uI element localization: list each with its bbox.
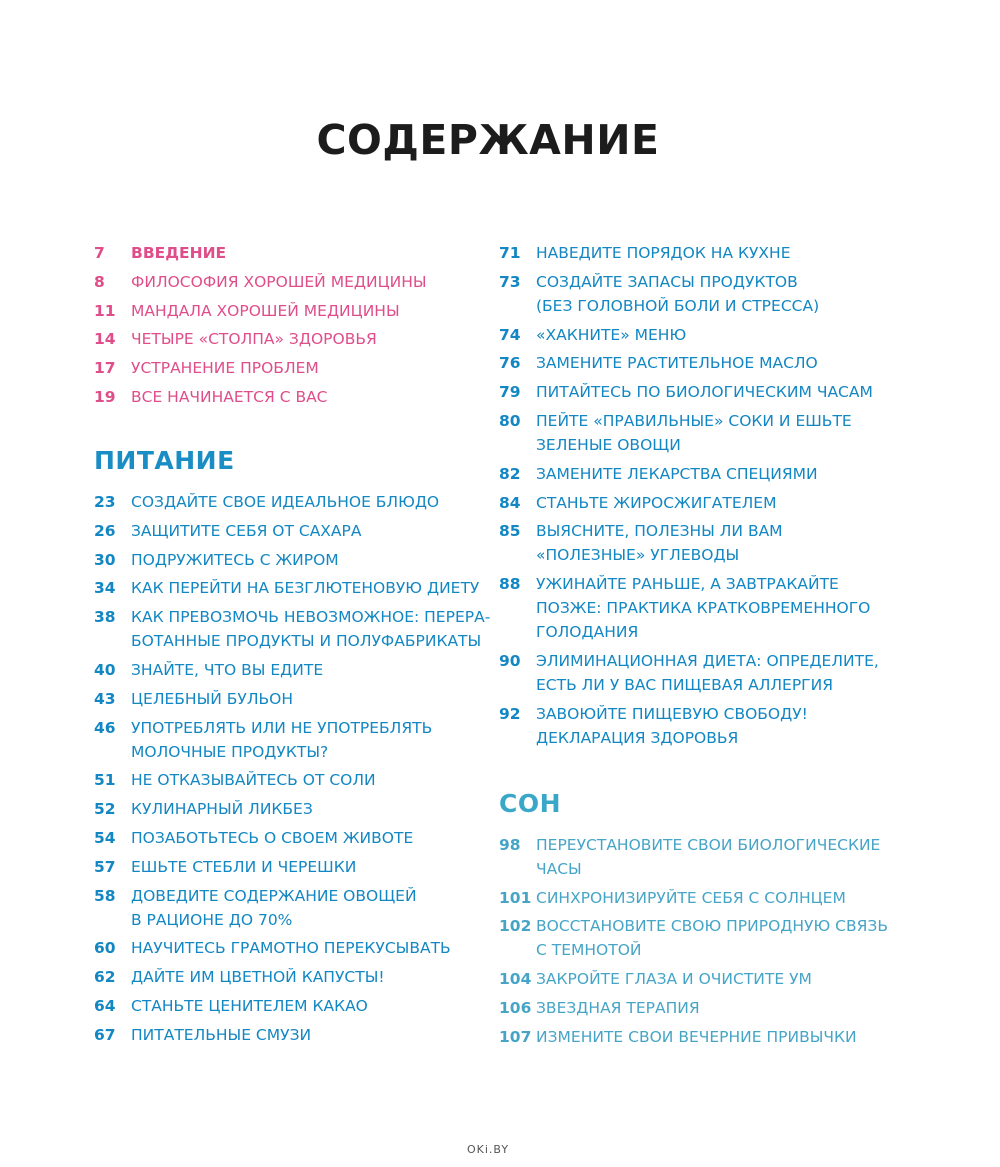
section-heading-nutrition: ПИТАНИЕ [94,445,235,475]
page-number: 64 [94,996,116,1015]
toc-entry[interactable] [499,833,919,881]
page-number: 88 [499,575,521,594]
entry-title: НАВЕДИТЕ ПОРЯДОК НА КУХНЕ [536,244,791,262]
page-number: 57 [94,857,116,876]
section-heading-sleep: СОН [499,788,562,818]
entry-title: ПИТАТЕЛЬНЫЕ СМУЗИ [131,1025,312,1044]
page-number: 51 [94,771,116,790]
page-number: 11 [94,301,116,320]
entry-title: ЗАЩИТИТЕ СЕБЯ ОТ САХАРА [131,521,362,540]
entry-title: ЧЕТЫРЕ «СТОЛПА» ЗДОРОВЬЯ [131,330,377,349]
toc-entry[interactable] [94,965,494,989]
page-title: СОДЕРЖАНИЕ [316,116,660,164]
toc-entry[interactable] [94,519,494,543]
page-number: 26 [94,521,116,540]
toc-entry[interactable] [94,936,494,960]
toc-entry[interactable] [94,797,494,821]
page-number: 34 [94,579,116,598]
page-number: 19 [94,387,116,406]
toc-entry[interactable] [499,241,919,265]
toc-entry[interactable] [94,327,494,351]
toc-entry[interactable] [499,996,919,1020]
toc-entry[interactable] [94,884,494,932]
toc-entry[interactable] [499,491,919,515]
entry-title: ВЫЯСНИТЕ, ПОЛЕЗНЫ ЛИ ВАМ «ПОЛЕЗНЫЕ» УГЛЕВОДЫ [536,522,783,565]
page-number: 30 [94,550,116,569]
toc-entry[interactable] [94,356,494,380]
entry-title: УСТРАНЕНИЕ ПРОБЛЕМ [131,359,319,378]
entry-title: ЗАМЕНИТЕ ЛЕКАРСТВА СПЕЦИЯМИ [536,464,818,483]
toc-entry[interactable] [499,967,919,991]
page-number: 90 [499,651,521,670]
entry-title: ЗАКРОЙТЕ ГЛАЗА И ОЧИСТИТЕ УМ [536,970,812,989]
toc-entry[interactable] [94,716,494,764]
entry-title: ВВЕДЕНИЕ [131,244,227,262]
toc-entry[interactable] [94,1023,494,1047]
entry-title: ЦЕЛЕБНЫЙ БУЛЬОН [131,689,293,708]
entry-title: СИНХРОНИЗИРУЙТЕ СЕБЯ С СОЛНЦЕМ [536,888,846,907]
toc-entry[interactable] [94,299,494,323]
page-number: 8 [94,272,105,291]
toc-entry[interactable] [94,605,494,653]
toc-entry[interactable] [94,855,494,879]
entry-title: ПОЗАБОТЬТЕСЬ О СВОЕМ ЖИВОТЕ [131,828,414,847]
entry-title: ВОССТАНОВИТЕ СВОЮ ПРИРОДНУЮ СВЯЗЬ С ТЕМНОТОЙ [536,917,888,960]
page-number: 76 [499,354,521,373]
entry-title: «ХАКНИТЕ» МЕНЮ [536,325,687,344]
toc-entry[interactable] [499,351,919,375]
page-number: 92 [499,704,521,723]
entry-title: СТАНЬТЕ ЦЕНИТЕЛЕМ КАКАО [131,996,368,1015]
entry-title: МАНДАЛА ХОРОШЕЙ МЕДИЦИНЫ [131,301,400,320]
page-number: 106 [499,998,532,1017]
toc-entry[interactable] [499,462,919,486]
page-number: 58 [94,886,116,905]
page-number: 54 [94,828,116,847]
entry-title: ПЕЙТЕ «ПРАВИЛЬНЫЕ» СОКИ И ЕШЬТЕ ЗЕЛЕНЫЕ ОВОЩИ [536,411,852,454]
toc-entry[interactable] [94,768,494,792]
page-number: 40 [94,660,116,679]
entry-title: СОЗДАЙТЕ СВОЕ ИДЕАЛЬНОЕ БЛЮДО [131,492,440,511]
toc-entry[interactable] [499,270,919,318]
toc-entry[interactable] [94,826,494,850]
entry-title: ЗНАЙТЕ, ЧТО ВЫ ЕДИТЕ [131,660,324,679]
page-number: 17 [94,359,116,378]
toc-entry[interactable] [499,409,919,457]
entry-title: ЭЛИМИНАЦИОННАЯ ДИЕТА: ОПРЕДЕЛИТЕ, ЕСТЬ ЛИ У ВАС ПИЩЕВАЯ АЛЛЕРГИЯ [536,651,879,694]
toc-entry[interactable] [499,702,919,750]
entry-title: ПОДРУЖИТЕСЬ С ЖИРОМ [131,550,339,569]
toc-right-column [499,241,919,1054]
page-number: 46 [94,718,116,737]
entry-title: ФИЛОСОФИЯ ХОРОШЕЙ МЕДИЦИНЫ [131,272,427,291]
page-number: 60 [94,939,116,958]
toc-entry[interactable] [499,323,919,347]
entry-title: ДОВЕДИТЕ СОДЕРЖАНИЕ ОВОЩЕЙ В РАЦИОНЕ ДО 70% [131,886,417,929]
toc-entry[interactable] [94,658,494,682]
page-number: 104 [499,970,532,989]
page-number: 101 [499,888,532,907]
page-number: 74 [499,325,521,344]
page-number: 67 [94,1025,116,1044]
toc-entry[interactable] [499,519,919,567]
toc-entry[interactable] [94,994,494,1018]
page-number: 71 [499,244,521,262]
page-number: 52 [94,800,116,819]
entry-title: КУЛИНАРНЫЙ ЛИКБЕЗ [131,800,313,819]
intro-list [94,241,494,409]
page-number: 43 [94,689,116,708]
watermark: OKi.BY [466,1143,510,1156]
toc-entry[interactable] [499,1025,919,1049]
toc-entry[interactable] [499,649,919,697]
nutrition-list-right [499,241,919,750]
toc-entry[interactable] [499,914,919,962]
entry-title: ЗВЕЗДНАЯ ТЕРАПИЯ [536,998,700,1017]
toc-entry[interactable] [499,886,919,910]
page-number: 23 [94,492,116,511]
page-number: 98 [499,835,521,854]
page-number: 73 [499,272,521,291]
entry-title: КАК ПРЕВОЗМОЧЬ НЕВОЗМОЖНОЕ: ПЕРЕРА- БОТАННЫЕ ПРОДУКТЫ И ПОЛУФАБРИКАТЫ [131,608,491,651]
entry-title: ЗАМЕНИТЕ РАСТИТЕЛЬНОЕ МАСЛО [536,354,818,373]
page-number: 62 [94,968,116,987]
toc-left-column [94,241,494,1052]
entry-title: ЕШЬТЕ СТЕБЛИ И ЧЕРЕШКИ [131,857,357,876]
page-number: 14 [94,330,116,349]
toc-entry[interactable] [94,548,494,572]
entry-title: УЖИНАЙТЕ РАНЬШЕ, А ЗАВТРАКАЙТЕ ПОЗЖЕ: ПРАКТИКА КРАТКОВРЕМЕННОГО ГОЛОДАНИЯ [536,575,871,642]
entry-title: ВСЕ НАЧИНАЕТСЯ С ВАС [131,387,328,406]
sleep-list [499,833,919,1049]
page-number: 107 [499,1027,532,1046]
page-number: 7 [94,244,105,262]
entry-title: НАУЧИТЕСЬ ГРАМОТНО ПЕРЕКУСЫВАТЬ [131,939,451,958]
page-number: 79 [499,383,521,402]
entry-title: КАК ПЕРЕЙТИ НА БЕЗГЛЮТЕНОВУЮ ДИЕТУ [131,579,480,598]
entry-title: СОЗДАЙТЕ ЗАПАСЫ ПРОДУКТОВ (БЕЗ ГОЛОВНОЙ БОЛИ И СТРЕССА) [536,272,820,315]
page-number: 85 [499,522,521,541]
toc-entry[interactable] [94,241,494,265]
entry-title: ИЗМЕНИТЕ СВОИ ВЕЧЕРНИЕ ПРИВЫЧКИ [536,1027,857,1046]
toc-entry[interactable] [94,385,494,409]
page-number: 84 [499,493,521,512]
entry-title: СТАНЬТЕ ЖИРОСЖИГАТЕЛЕМ [536,493,777,512]
toc-entry[interactable] [94,687,494,711]
page-number: 82 [499,464,521,483]
entry-title: ДАЙТЕ ИМ ЦВЕТНОЙ КАПУСТЫ! [131,968,385,987]
entry-title: УПОТРЕБЛЯТЬ ИЛИ НЕ УПОТРЕБЛЯТЬ МОЛОЧНЫЕ ПРОДУКТЫ? [131,718,433,761]
entry-title: ПИТАЙТЕСЬ ПО БИОЛОГИЧЕСКИМ ЧАСАМ [536,383,873,402]
toc-entry[interactable] [94,270,494,294]
toc-entry[interactable] [94,490,494,514]
toc-entry[interactable] [94,576,494,600]
entry-title: ЗАВОЮЙТЕ ПИЩЕВУЮ СВОБОДУ! ДЕКЛАРАЦИЯ ЗДОРОВЬЯ [536,704,808,747]
page-number: 102 [499,917,532,936]
entry-title: НЕ ОТКАЗЫВАЙТЕСЬ ОТ СОЛИ [131,771,376,790]
toc-entry[interactable] [499,380,919,404]
nutrition-list-left [94,490,494,1047]
page-number: 38 [94,608,116,627]
entry-title: ПЕРЕУСТАНОВИТЕ СВОИ БИОЛОГИЧЕСКИЕ ЧАСЫ [536,835,881,878]
page-number: 80 [499,411,521,430]
toc-entry[interactable] [499,572,919,644]
